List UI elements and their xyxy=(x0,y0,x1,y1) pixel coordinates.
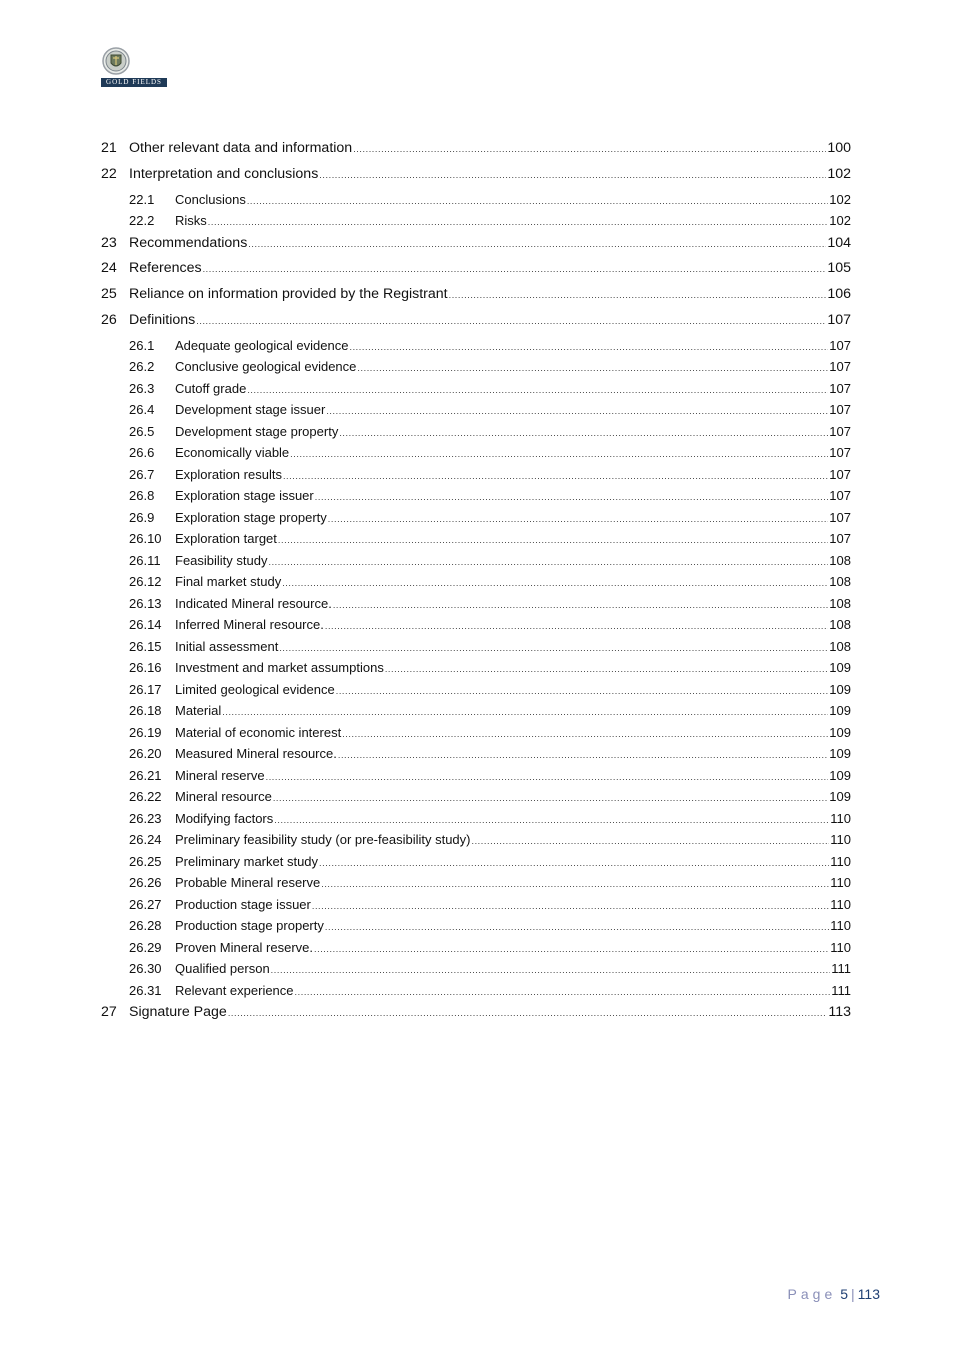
toc-entry-title: Relevant experience xyxy=(175,982,294,998)
toc-dot-leader xyxy=(321,874,829,895)
toc-dot-leader xyxy=(273,788,828,809)
toc-entry-number: 26.16 xyxy=(129,660,162,676)
toc-entry-title: Signature Page xyxy=(129,1004,227,1021)
toc-entry[interactable] xyxy=(101,137,851,163)
toc-subentry[interactable] xyxy=(101,872,851,894)
toc-entry-number: 26.4 xyxy=(129,402,155,418)
toc-entry-number: 26.19 xyxy=(129,724,162,740)
page-separator: | xyxy=(851,1286,855,1302)
toc-entry-page: 110 xyxy=(830,810,851,826)
toc-entry-page: 109 xyxy=(829,724,851,740)
toc-entry-title: Exploration stage property xyxy=(175,509,327,525)
toc-entry-number: 26.14 xyxy=(129,617,162,633)
toc-entry[interactable] xyxy=(101,257,851,283)
toc-dot-leader xyxy=(385,659,828,680)
toc-subentry[interactable] xyxy=(101,507,851,529)
toc-entry-page: 108 xyxy=(829,574,851,590)
toc-entry[interactable] xyxy=(101,283,851,309)
toc-dot-leader xyxy=(336,681,829,702)
toc-entry-page: 107 xyxy=(829,359,851,375)
toc-entry-title: Indicated Mineral resource. xyxy=(175,595,332,611)
toc-subentry[interactable] xyxy=(101,464,851,486)
toc-subentry[interactable] xyxy=(101,442,851,464)
toc-entry-title: Recommendations xyxy=(129,234,248,251)
toc-entry[interactable] xyxy=(101,1001,851,1027)
toc-entry-page: 109 xyxy=(829,681,851,697)
toc-entry[interactable] xyxy=(101,309,851,335)
toc-entry-page: 113 xyxy=(828,1004,851,1021)
toc-entry-page: 107 xyxy=(829,445,851,461)
toc-entry-page: 102 xyxy=(829,191,851,207)
toc-entry-title: Other relevant data and information xyxy=(129,140,353,156)
toc-entry-page: 108 xyxy=(829,638,851,654)
toc-entry-title: Limited geological evidence xyxy=(175,681,335,697)
toc-entry-title: Feasibility study xyxy=(175,552,268,568)
toc-entry-page: 107 xyxy=(829,423,851,439)
toc-dot-leader xyxy=(315,487,829,508)
toc-entry-page: 109 xyxy=(829,789,851,805)
toc-entry-page: 110 xyxy=(830,853,851,869)
toc-dot-leader xyxy=(247,191,828,212)
toc-entry-number: 24 xyxy=(101,260,117,277)
toc-dot-leader xyxy=(328,509,829,530)
toc-subentry[interactable] xyxy=(101,550,851,572)
toc-dot-leader xyxy=(228,1003,828,1023)
toc-entry-title: Measured Mineral resource. xyxy=(175,746,337,762)
toc-subentry[interactable] xyxy=(101,937,851,959)
toc-entry-number: 21 xyxy=(101,140,117,156)
toc-dot-leader xyxy=(312,896,829,917)
toc-entry-number: 26.13 xyxy=(129,595,162,611)
toc-entry-title: Modifying factors xyxy=(175,810,274,826)
toc-dot-leader xyxy=(357,358,828,379)
toc-entry-number: 26.11 xyxy=(129,552,161,568)
current-page-number: 5 xyxy=(840,1286,849,1302)
toc-subentry[interactable] xyxy=(101,851,851,873)
toc-entry-title: Production stage property xyxy=(175,918,324,934)
toc-entry-number: 26.20 xyxy=(129,746,162,762)
toc-entry-number: 26.17 xyxy=(129,681,162,697)
toc-entry-title: Preliminary market study xyxy=(175,853,319,869)
toc-dot-leader xyxy=(268,552,828,573)
toc-dot-leader xyxy=(326,401,828,422)
toc-dot-leader xyxy=(338,745,828,766)
toc-entry-page: 110 xyxy=(830,832,851,848)
toc-entry[interactable] xyxy=(101,232,851,258)
toc-entry-number: 26 xyxy=(101,311,117,328)
toc-entry-page: 111 xyxy=(831,982,851,998)
toc-entry-number: 26.26 xyxy=(129,875,162,891)
toc-entry-title: Interpretation and conclusions xyxy=(129,165,319,182)
toc-dot-leader xyxy=(283,466,828,487)
toc-subentry[interactable] xyxy=(101,399,851,421)
toc-entry-title: Conclusive geological evidence xyxy=(175,359,357,375)
toc-entry-title: References xyxy=(129,260,202,277)
toc-entry-number: 26.12 xyxy=(129,574,162,590)
toc-entry-page: 107 xyxy=(829,509,851,525)
toc-entry-page: 108 xyxy=(829,552,851,568)
toc-entry-title: Material xyxy=(175,703,222,719)
toc-entry-title: Cutoff grade xyxy=(175,380,247,396)
toc-entry-title: Mineral reserve xyxy=(175,767,265,783)
toc-entry-page: 107 xyxy=(829,337,851,353)
toc-entry-number: 26.15 xyxy=(129,638,162,654)
toc-subentry[interactable] xyxy=(101,421,851,443)
toc-dot-leader xyxy=(325,616,828,637)
toc-entry-title: Material of economic interest xyxy=(175,724,342,740)
toc-entry-page: 109 xyxy=(829,746,851,762)
toc-subentry[interactable] xyxy=(101,614,851,636)
toc-entry-title: Inferred Mineral resource. xyxy=(175,617,324,633)
toc-entry-title: Conclusions xyxy=(175,191,246,207)
toc-entry-number: 26.2 xyxy=(129,359,155,375)
toc-dot-leader xyxy=(247,380,828,401)
toc-subentry[interactable] xyxy=(101,765,851,787)
toc-dot-leader xyxy=(349,337,828,358)
toc-entry-page: 107 xyxy=(829,488,851,504)
logo-wordmark: GOLD FIELDS xyxy=(101,78,167,87)
toc-dot-leader xyxy=(266,767,829,788)
toc-entry-page: 110 xyxy=(830,896,851,912)
toc-entry-title: Definitions xyxy=(129,311,196,328)
toc-subentry[interactable] xyxy=(101,808,851,830)
toc-entry-page: 109 xyxy=(829,703,851,719)
toc-entry-number: 26.6 xyxy=(129,445,155,461)
toc-dot-leader xyxy=(295,982,831,1003)
toc-entry-page: 100 xyxy=(827,140,851,156)
toc-entry-title: Proven Mineral reserve. xyxy=(175,939,313,955)
toc-entry-number: 22 xyxy=(101,165,117,182)
toc-entry-title: Probable Mineral reserve xyxy=(175,875,321,891)
toc-dot-leader xyxy=(319,165,826,185)
page-footer xyxy=(788,1286,880,1302)
toc-entry-title: Initial assessment xyxy=(175,638,279,654)
gold-fields-logo xyxy=(101,46,167,88)
toc-dot-leader xyxy=(248,234,826,254)
toc-subentry[interactable] xyxy=(101,980,851,1002)
toc-dot-leader xyxy=(339,423,828,444)
toc-subentry[interactable] xyxy=(101,743,851,765)
toc-subentry[interactable] xyxy=(101,485,851,507)
toc-entry-number: 26.24 xyxy=(129,832,162,848)
toc-entry-number: 26.30 xyxy=(129,961,162,977)
toc-entry-page: 107 xyxy=(829,466,851,482)
toc-entry-number: 26.22 xyxy=(129,789,162,805)
toc-entry-number: 25 xyxy=(101,286,117,303)
toc-subentry[interactable] xyxy=(101,378,851,400)
toc-entry-page: 108 xyxy=(829,617,851,633)
toc-dot-leader xyxy=(282,573,828,594)
toc-dot-leader xyxy=(278,530,828,551)
toc-entry-page: 105 xyxy=(827,260,851,277)
toc-entry-number: 26.8 xyxy=(129,488,155,504)
gold-fields-crest-icon xyxy=(101,46,167,78)
toc-entry-page: 107 xyxy=(827,311,851,328)
toc-dot-leader xyxy=(333,595,828,616)
toc-entry-number: 26.27 xyxy=(129,896,162,912)
toc-subentry[interactable] xyxy=(101,528,851,550)
toc-entry-title: Preliminary feasibility study (or pre-feasibility study) xyxy=(175,832,471,848)
total-pages: 113 xyxy=(857,1286,880,1302)
toc-entry-title: Final market study xyxy=(175,574,282,590)
toc-dot-leader xyxy=(203,259,827,279)
toc-entry-title: Development stage property xyxy=(175,423,339,439)
toc-entry-page: 102 xyxy=(827,165,851,182)
toc-entry-title: Exploration target xyxy=(175,531,277,547)
toc-entry-number: 26.21 xyxy=(129,767,162,783)
toc-dot-leader xyxy=(449,285,827,305)
table-of-contents xyxy=(101,137,851,1027)
toc-dot-leader xyxy=(274,810,829,831)
toc-subentry[interactable] xyxy=(101,786,851,808)
toc-entry-number: 26.9 xyxy=(129,509,155,525)
toc-subentry[interactable] xyxy=(101,356,851,378)
toc-dot-leader xyxy=(342,724,828,745)
toc-entry-page: 104 xyxy=(827,234,851,251)
toc-entry-number: 22.2 xyxy=(129,213,155,229)
toc-dot-leader xyxy=(314,939,829,960)
toc-subentry[interactable] xyxy=(101,679,851,701)
toc-entry-number: 26.18 xyxy=(129,703,162,719)
toc-entry-page: 109 xyxy=(829,660,851,676)
toc-entry-title: Mineral resource xyxy=(175,789,272,805)
toc-entry-page: 107 xyxy=(829,380,851,396)
toc-subentry[interactable] xyxy=(101,593,851,615)
toc-dot-leader xyxy=(319,853,829,874)
toc-entry-page: 107 xyxy=(829,402,851,418)
toc-entry-number: 26.5 xyxy=(129,423,155,439)
toc-entry-page: 108 xyxy=(829,595,851,611)
toc-entry-title: Economically viable xyxy=(175,445,290,461)
toc-entry-number: 26.10 xyxy=(129,531,162,547)
toc-dot-leader xyxy=(208,212,829,233)
toc-entry-page: 111 xyxy=(831,961,851,977)
toc-subentry[interactable] xyxy=(101,894,851,916)
toc-subentry[interactable] xyxy=(101,571,851,593)
toc-entry-number: 26.23 xyxy=(129,810,162,826)
toc-dot-leader xyxy=(353,139,826,159)
toc-subentry[interactable] xyxy=(101,636,851,658)
toc-subentry[interactable] xyxy=(101,335,851,357)
toc-subentry[interactable] xyxy=(101,657,851,679)
toc-entry-page: 110 xyxy=(830,939,851,955)
toc-entry-page: 109 xyxy=(829,767,851,783)
toc-entry-page: 102 xyxy=(829,213,851,229)
toc-dot-leader xyxy=(196,311,826,331)
toc-subentry[interactable] xyxy=(101,829,851,851)
toc-entry-title: Development stage issuer xyxy=(175,402,326,418)
toc-entry-number: 26.29 xyxy=(129,939,162,955)
toc-entry-number: 26.31 xyxy=(129,982,162,998)
toc-entry-title: Production stage issuer xyxy=(175,896,311,912)
toc-entry-title: Qualified person xyxy=(175,961,270,977)
toc-entry-number: 26.1 xyxy=(129,337,155,353)
toc-dot-leader xyxy=(471,831,829,852)
toc-entry-number: 27 xyxy=(101,1004,117,1021)
toc-entry-title: Exploration stage issuer xyxy=(175,488,314,504)
toc-subentry[interactable] xyxy=(101,700,851,722)
toc-entry-title: Exploration results xyxy=(175,466,282,482)
toc-subentry[interactable] xyxy=(101,210,851,232)
toc-dot-leader xyxy=(222,702,828,723)
toc-entry-number: 26.7 xyxy=(129,466,155,482)
toc-entry-page: 110 xyxy=(830,875,851,891)
toc-subentry[interactable] xyxy=(101,958,851,980)
toc-dot-leader xyxy=(325,917,829,938)
toc-dot-leader xyxy=(271,960,831,981)
toc-entry-page: 106 xyxy=(827,286,851,303)
toc-entry-number: 26.3 xyxy=(129,380,155,396)
toc-entry-title: Adequate geological evidence xyxy=(175,337,349,353)
toc-entry-number: 23 xyxy=(101,234,117,251)
toc-entry-title: Reliance on information provided by the Registrant xyxy=(129,286,448,303)
toc-subentry[interactable] xyxy=(101,722,851,744)
toc-dot-leader xyxy=(290,444,828,465)
toc-entry-page: 110 xyxy=(830,918,851,934)
toc-entry-title: Investment and market assumptions xyxy=(175,660,384,676)
toc-entry-number: 26.25 xyxy=(129,853,162,869)
toc-entry[interactable] xyxy=(101,163,851,189)
toc-entry-page: 107 xyxy=(829,531,851,547)
toc-entry-number: 22.1 xyxy=(129,191,155,207)
toc-subentry[interactable] xyxy=(101,189,851,211)
toc-subentry[interactable] xyxy=(101,915,851,937)
page-label: Page xyxy=(787,1286,837,1302)
toc-dot-leader xyxy=(279,638,828,659)
toc-entry-title: Risks xyxy=(175,213,207,229)
toc-entry-number: 26.28 xyxy=(129,918,162,934)
